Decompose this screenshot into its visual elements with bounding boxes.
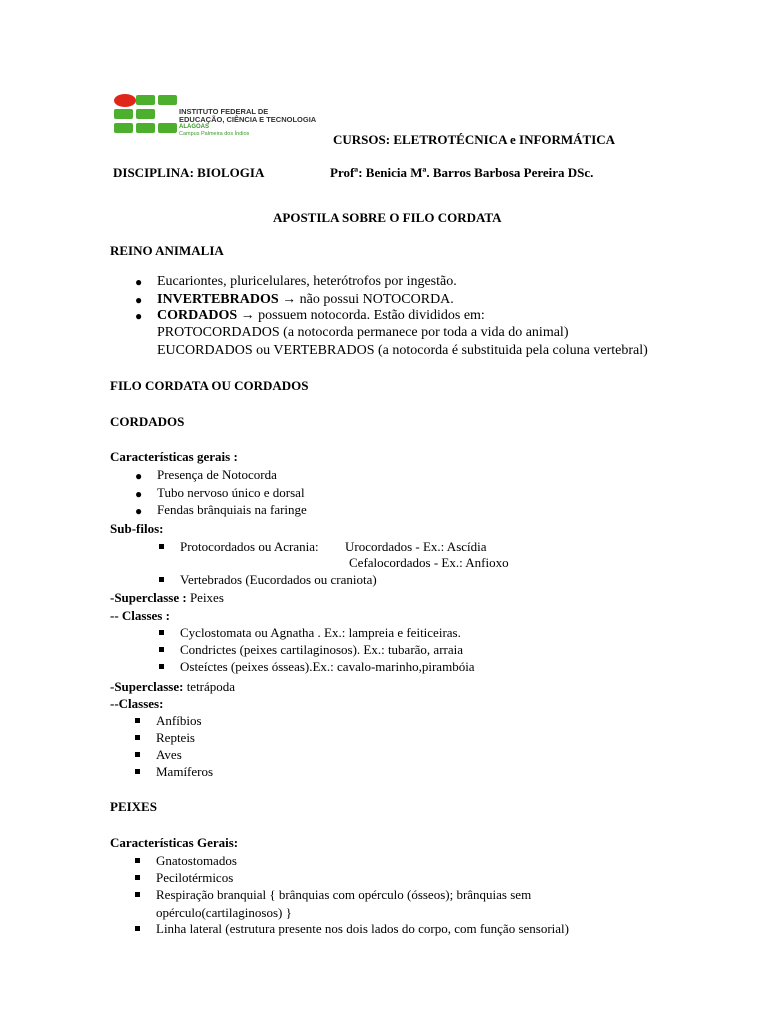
- bullet-dot: ●: [135, 487, 143, 501]
- list-item: Urocordados - Ex.: Ascídia: [345, 539, 487, 554]
- label-subfilos: Sub-filos:: [110, 521, 164, 536]
- institution-logo: [112, 94, 334, 144]
- value-superclasse: tetrápoda: [183, 679, 236, 694]
- bullet-square: [135, 718, 140, 723]
- bullet-square: [159, 544, 164, 549]
- bullet-dot: ●: [135, 275, 143, 289]
- section-heading-cordados: CORDADOS: [110, 414, 185, 429]
- logo-red-dot: [114, 94, 136, 107]
- list-item: Aves: [156, 747, 182, 762]
- list-item: Gnatostomados: [156, 853, 237, 868]
- bullet-square: [135, 926, 140, 931]
- bullet-square: [135, 752, 140, 757]
- term-invertebrados: INVERTEBRADOS →: [157, 292, 297, 307]
- bullet-square: [135, 892, 140, 897]
- list-item: Condrictes (peixes cartilaginosos). Ex.: tubarão, arraia: [180, 642, 464, 657]
- bullet-square: [159, 577, 164, 582]
- term-cordados: CORDADOS →: [157, 308, 255, 323]
- logo-square: [136, 95, 155, 105]
- logo-square: [158, 95, 177, 105]
- document-title: APOSTILA SOBRE O FILO CORDATA: [273, 210, 502, 225]
- term-desc: não possui NOTOCORDA.: [296, 292, 454, 307]
- list-item: Eucariontes, pluricelulares, heterótrofos por ingestão.: [157, 274, 457, 289]
- bullet-square: [159, 630, 164, 635]
- list-item: Vertebrados (Eucordados ou craniota): [180, 572, 377, 587]
- superclasse-tetrapoda: [110, 679, 235, 695]
- logo-text: INSTITUTO FEDERAL DE EDUCAÇÃO, CIÊNCIA E TECNOLOGIA: [179, 107, 317, 124]
- list-item: Repteis: [156, 730, 195, 745]
- cursos-line: CURSOS: ELETROTÉCNICA e INFORMÁTICA: [333, 132, 616, 147]
- bullet-square: [159, 647, 164, 652]
- list-item: Anfíbios: [156, 713, 202, 728]
- bullet-square: [135, 735, 140, 740]
- list-item-continuation: opérculo(cartilaginosos) }: [156, 905, 292, 920]
- superclasse-peixes: [110, 590, 224, 606]
- list-item: [157, 308, 485, 324]
- bullet-square: [159, 664, 164, 669]
- logo-square: [114, 109, 133, 119]
- disciplina-line: DISCIPLINA: BIOLOGIA: [113, 165, 265, 180]
- logo-square: [136, 123, 155, 133]
- logo-state: ALAGOAS: [179, 124, 209, 130]
- list-item: Mamíferos: [156, 764, 214, 779]
- list-item: Tubo nervoso único e dorsal: [157, 485, 305, 500]
- label-caracteristicas: Características gerais :: [110, 449, 238, 464]
- term-desc: possuem notocorda. Estão divididos em:: [254, 308, 485, 323]
- list-item: Osteíctes (peixes ósseas).Ex.: cavalo-marinho,pirambóia: [180, 659, 475, 674]
- logo-campus: Campus Palmeira dos Índios: [179, 131, 250, 137]
- list-item: Presença de Notocorda: [157, 467, 277, 482]
- bullet-dot: ●: [135, 293, 143, 307]
- bullet-dot: ●: [135, 309, 143, 323]
- list-item: Respiração branquial { brânquias com opérculo (ósseos); brânquias sem: [156, 887, 532, 902]
- list-item-continuation: PROTOCORDADOS (a notocorda permanece por toda a vida do animal): [157, 325, 569, 340]
- section-heading-reino: REINO ANIMALIA: [110, 243, 224, 258]
- professor-line: Profª: Benicia Mª. Barros Barbosa Pereira DSc.: [330, 165, 594, 180]
- list-item: Linha lateral (estrutura presente nos dois lados do corpo, com função sensorial): [156, 921, 569, 936]
- label-classes: --Classes:: [110, 696, 164, 711]
- label-classes: -- Classes :: [110, 608, 170, 623]
- section-heading-filo: FILO CORDATA OU CORDADOS: [110, 378, 309, 393]
- list-item: [157, 292, 454, 308]
- list-item: Cyclostomata ou Agnatha . Ex.: lampreia e feiticeiras.: [180, 625, 461, 640]
- bullet-dot: ●: [135, 469, 143, 483]
- logo-square: [136, 109, 155, 119]
- section-heading-peixes: PEIXES: [110, 799, 157, 814]
- logo-square: [158, 123, 177, 133]
- bullet-dot: ●: [135, 504, 143, 518]
- list-item: Pecilotérmicos: [156, 870, 234, 885]
- label-superclasse: -Superclasse:: [110, 679, 184, 694]
- label-superclasse: -Superclasse :: [110, 590, 187, 605]
- label-caracteristicas-gerais: Características Gerais:: [110, 835, 239, 850]
- bullet-square: [135, 858, 140, 863]
- logo-square: [114, 123, 133, 133]
- value-superclasse: Peixes: [186, 590, 224, 605]
- list-item: Protocordados ou Acrania:: [180, 539, 319, 554]
- bullet-square: [135, 875, 140, 880]
- list-item: Fendas brânquiais na faringe: [157, 502, 307, 517]
- list-item-continuation: EUCORDADOS ou VERTEBRADOS (a notocorda é substituida pela coluna vertebral): [157, 343, 648, 358]
- bullet-square: [135, 769, 140, 774]
- list-item: Cefalocordados - Ex.: Anfioxo: [349, 555, 509, 570]
